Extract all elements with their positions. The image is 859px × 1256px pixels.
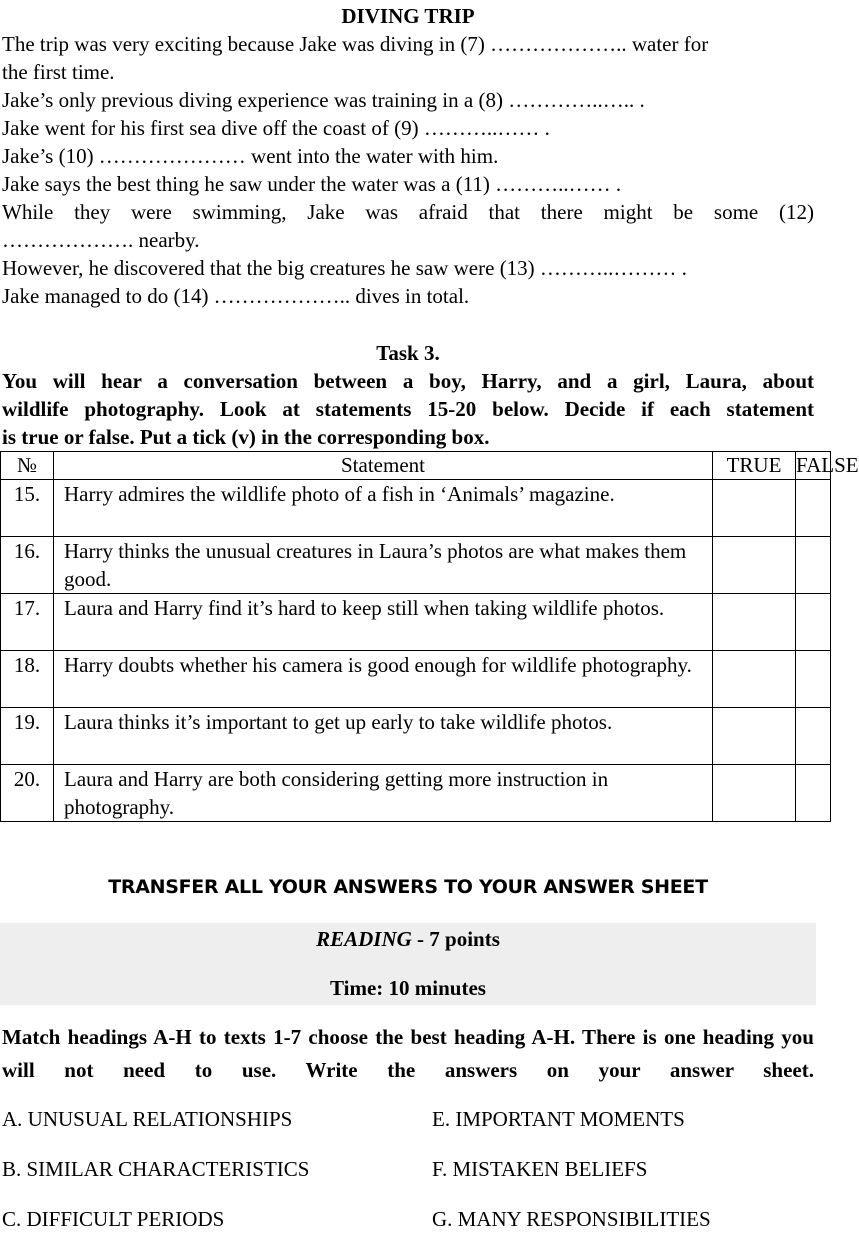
true-tick-box[interactable]	[713, 651, 796, 708]
true-tick-box[interactable]	[713, 594, 796, 651]
table-row	[1, 594, 831, 651]
reading-label: READING	[316, 927, 412, 951]
diving-line-8: ………………. nearby.	[2, 228, 200, 252]
false-tick-box[interactable]	[796, 651, 831, 708]
reading-heading	[0, 925, 816, 953]
row-statement: Harry thinks the unusual creatures in Laura’s photos are what makes them good.	[54, 537, 713, 594]
header-statement: Statement	[54, 452, 713, 480]
table-row	[1, 651, 831, 708]
heading-option: C. DIFFICULT PERIODS	[2, 1207, 225, 1231]
table-row	[1, 708, 831, 765]
diving-line-7: While they were swimming, Jake was afraid that there might be some (12)	[2, 200, 814, 224]
row-number: 20.	[1, 765, 54, 822]
true-tick-box[interactable]	[713, 480, 796, 537]
diving-line-2: the first time.	[2, 60, 115, 84]
diving-line-9: However, he discovered that the big creatures he saw were (13) ………..……… .	[2, 256, 687, 280]
task3-instruction-line-1: You will hear a conversation between a boy, Harry, and a girl, Laura, about	[2, 369, 814, 393]
heading-option: F. MISTAKEN BELIEFS	[432, 1157, 648, 1181]
table-header-row	[1, 452, 831, 480]
task3-heading: Task 3.	[376, 341, 440, 365]
diving-line-3: Jake’s only previous diving experience was training in a (8) …………..….. .	[2, 88, 645, 112]
row-number: 17.	[1, 594, 54, 651]
header-number: №	[1, 452, 54, 480]
task3-instruction-line-2: wildlife photography. Look at statements 15-20 below. Decide if each statement	[2, 397, 814, 421]
true-tick-box[interactable]	[713, 765, 796, 822]
row-number: 19.	[1, 708, 54, 765]
row-number: 15.	[1, 480, 54, 537]
row-number: 18.	[1, 651, 54, 708]
false-tick-box[interactable]	[796, 708, 831, 765]
diving-line-10: Jake managed to do (14) ……………….. dives in total.	[2, 284, 470, 308]
reading-points: - 7 points	[411, 927, 500, 951]
task3-instruction-line-3: is true or false. Put a tick (v) in the corresponding box.	[2, 425, 490, 449]
diving-line-5: Jake’s (10) ………………… went into the water with him.	[2, 144, 499, 168]
row-statement: Laura thinks it’s important to get up early to take wildlife photos.	[54, 708, 713, 765]
true-tick-box[interactable]	[713, 708, 796, 765]
false-tick-box[interactable]	[796, 765, 831, 822]
row-statement: Laura and Harry find it’s hard to keep still when taking wildlife photos.	[54, 594, 713, 651]
heading-option: B. SIMILAR CHARACTERISTICS	[2, 1157, 310, 1181]
false-tick-box[interactable]	[796, 537, 831, 594]
heading-option: E. IMPORTANT MOMENTS	[432, 1107, 685, 1131]
reading-time: Time: 10 minutes	[330, 976, 486, 1000]
table-row	[1, 537, 831, 594]
heading-option: A. UNUSUAL RELATIONSHIPS	[2, 1107, 293, 1131]
false-tick-box[interactable]	[796, 594, 831, 651]
row-statement: Harry admires the wildlife photo of a fish in ‘Animals’ magazine.	[54, 480, 713, 537]
transfer-answers-note: TRANSFER ALL YOUR ANSWERS TO YOUR ANSWER SHEET	[108, 876, 708, 898]
header-false: FALSE	[796, 452, 831, 480]
false-tick-box[interactable]	[796, 480, 831, 537]
diving-trip-title: DIVING TRIP	[341, 4, 475, 28]
diving-line-1: The trip was very exciting because Jake was diving in (7) ……………….. water for	[2, 32, 709, 56]
matching-instructions: Match headings A-H to texts 1-7 choose the best heading A-H. There is one heading you will not need to use. Write the answers on your answer sheet.	[2, 1025, 814, 1082]
row-statement: Harry doubts whether his camera is good enough for wildlife photography.	[54, 651, 713, 708]
statements-table	[0, 451, 859, 822]
row-statement: Laura and Harry are both considering getting more instruction in photography.	[54, 765, 713, 822]
header-true: TRUE	[713, 452, 796, 480]
table-row	[1, 480, 831, 537]
table-row	[1, 765, 831, 822]
diving-line-4: Jake went for his first sea dive off the coast of (9) ………..…… .	[2, 116, 550, 140]
diving-line-6: Jake says the best thing he saw under the water was a (11) ………..…… .	[2, 172, 622, 196]
heading-option: G. MANY RESPONSIBILITIES	[432, 1207, 711, 1231]
true-tick-box[interactable]	[713, 537, 796, 594]
row-number: 16.	[1, 537, 54, 594]
